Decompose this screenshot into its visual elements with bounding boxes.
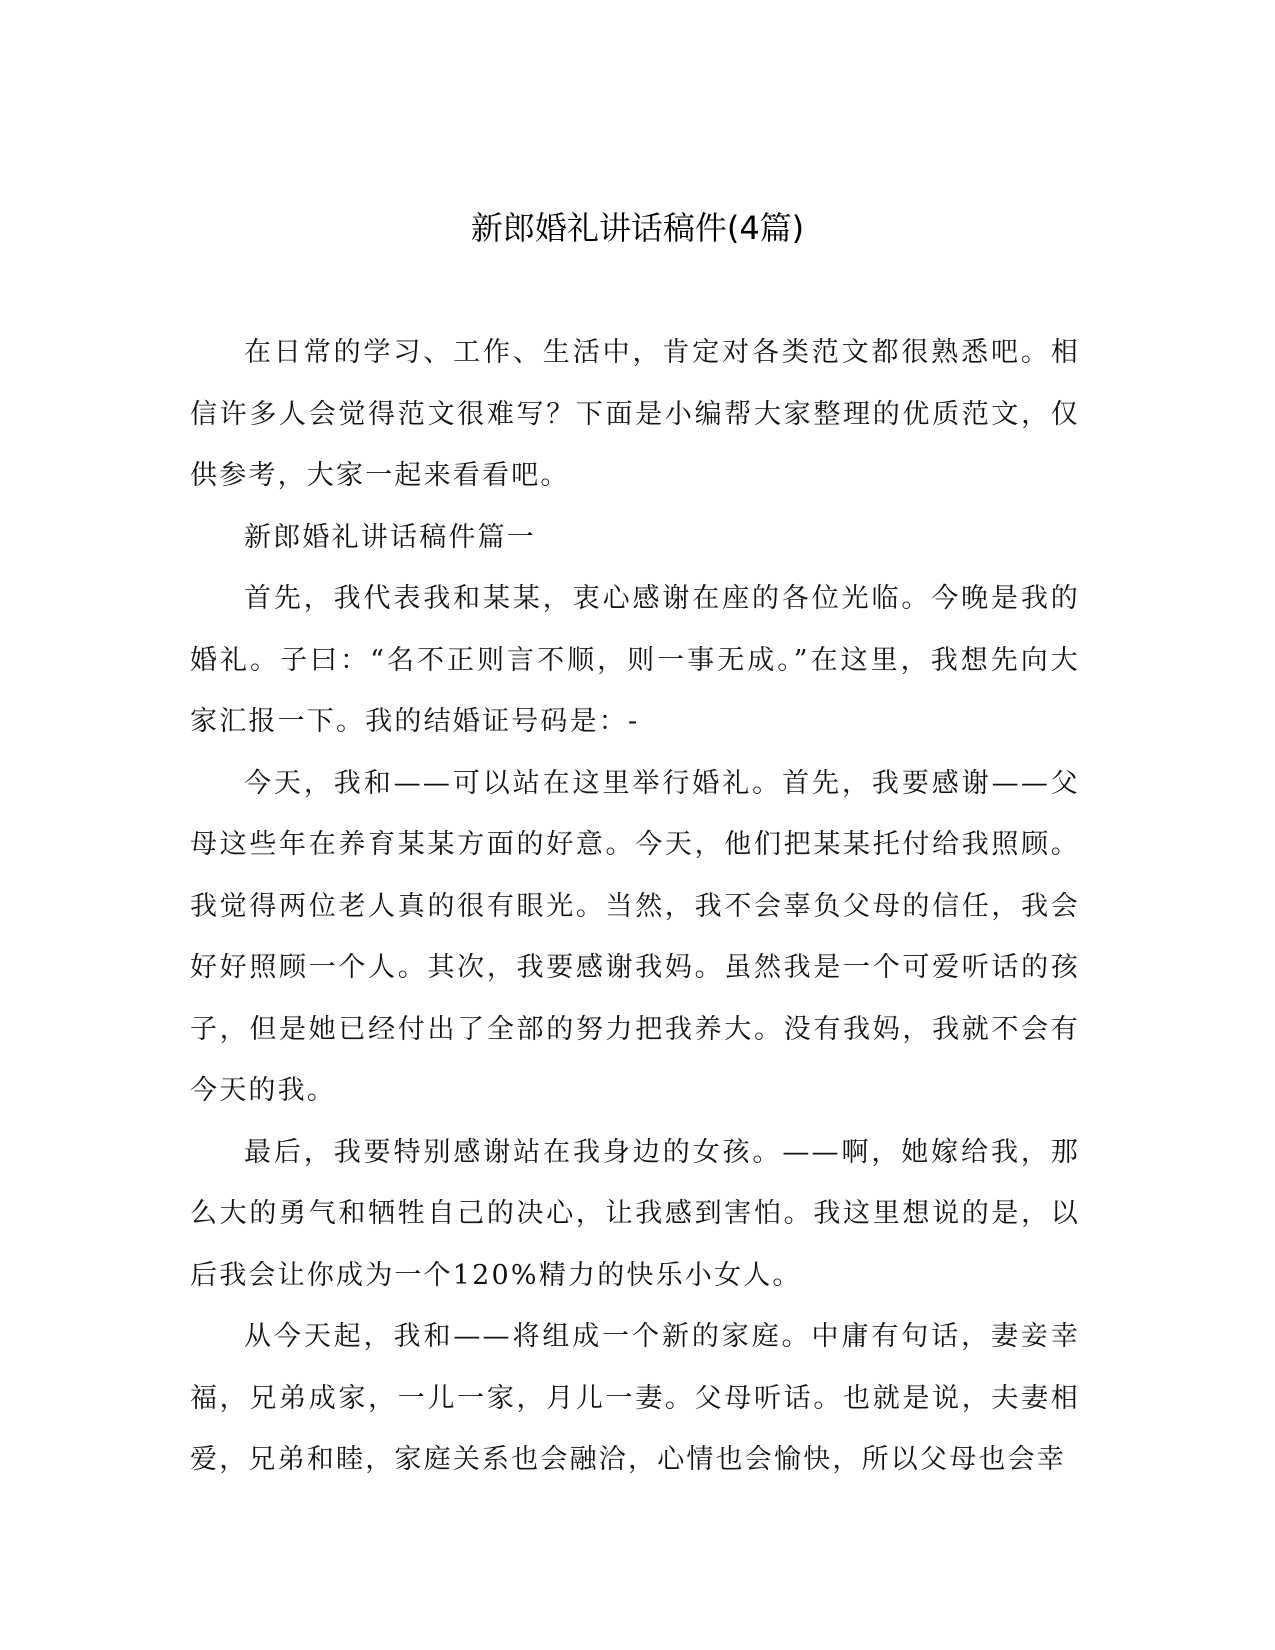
paragraph: 最后，我要特别感谢站在我身边的女孩。——啊，她嫁给我，那么大的勇气和牺牲自己的决心，让我感到害怕。我这里想说的是，以后我会让你成为一个120%精力的快乐小女人。 xyxy=(190,1136,1080,1291)
paragraph: 首先，我代表我和某某，衷心感谢在座的各位光临。今晚是我的婚礼。子曰：“名不正则言不顺，则一事无成。”在这里，我想先向大家汇报一下。我的结婚证号码是：- xyxy=(190,583,1080,737)
paragraph: 今天，我和——可以站在这里举行婚礼。首先，我要感谢——父母这些年在养育某某方面的好意。今天，他们把某某托付给我照顾。我觉得两位老人真的很有眼光。当然，我不会辜负父母的信任，我会好好照顾一个人。其次，我要感谢我妈。虽然我是一个可爱听话的孩子，但是她已经付出了全部的努力把我养大。没有我妈，我就不会有今天的我。 xyxy=(190,767,1080,1106)
document-body xyxy=(190,322,1080,1491)
document-title: 新郎婚礼讲话稿件(4篇) xyxy=(470,209,805,247)
paragraph: 从今天起，我和——将组成一个新的家庭。中庸有句话，妻妾幸福，兄弟成家，一儿一家，月儿一妻。父母听话。也就是说，夫妻相爱，兄弟和睦，家庭关系也会融洽，心情也会愉快，所以父母也会幸 xyxy=(190,1321,1080,1475)
paragraph-intro: 在日常的学习、工作、生活中，肯定对各类范文都很熟悉吧。相信许多人会觉得范文很难写？下面是小编帮大家整理的优质范文，仅供参考，大家一起来看看吧。 xyxy=(190,337,1080,491)
section-heading: 新郎婚礼讲话稿件篇一 xyxy=(244,521,536,553)
